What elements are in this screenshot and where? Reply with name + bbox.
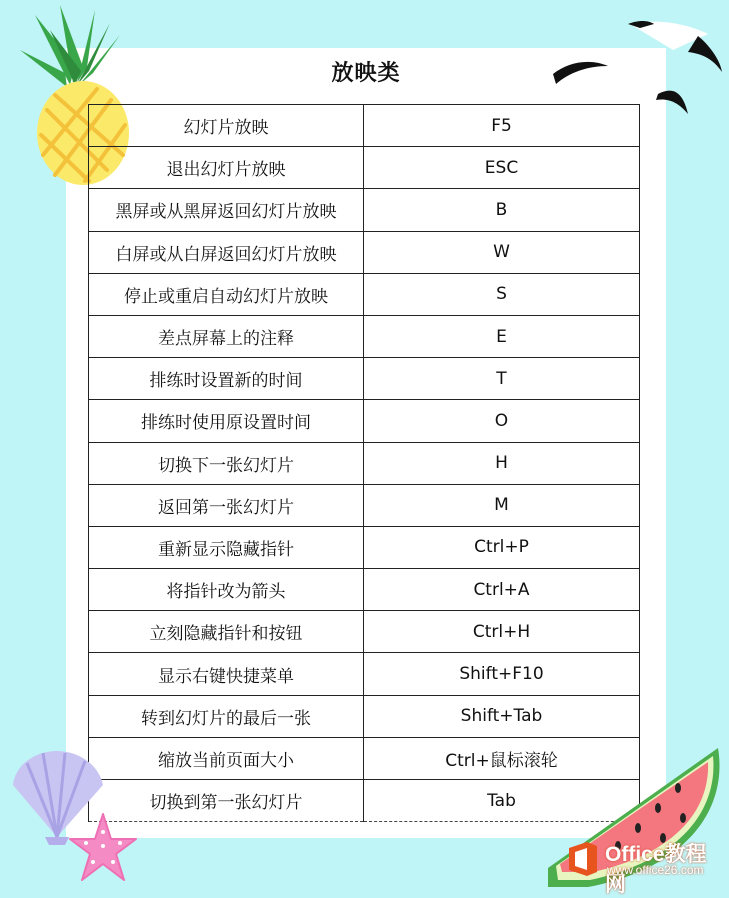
- shortcut-action: 显示右键快捷菜单: [89, 653, 364, 695]
- shortcut-key: T: [364, 358, 640, 400]
- shortcut-table: [88, 104, 640, 822]
- shortcut-key: E: [364, 315, 640, 357]
- shortcut-action: 重新显示隐藏指针: [89, 526, 364, 568]
- shortcut-key: ESC: [364, 147, 640, 189]
- table-row: [89, 315, 640, 357]
- shortcut-key: M: [364, 484, 640, 526]
- shortcut-key: B: [364, 189, 640, 231]
- shortcut-action: 返回第一张幻灯片: [89, 484, 364, 526]
- watermark-url: www.office26.com: [607, 863, 704, 877]
- table-row: [89, 484, 640, 526]
- shortcut-key: Shift+F10: [364, 653, 640, 695]
- shortcut-key: Shift+Tab: [364, 695, 640, 737]
- table-row: [89, 695, 640, 737]
- table-row: [89, 105, 640, 147]
- watermark-name: Office教程网: [605, 843, 707, 896]
- shortcut-action: 差点屏幕上的注释: [89, 315, 364, 357]
- table-row: [89, 526, 640, 568]
- table-row: [89, 147, 640, 189]
- shortcut-key: S: [364, 273, 640, 315]
- shortcut-key: W: [364, 231, 640, 273]
- starfish-illustration: [68, 812, 138, 884]
- table-row: [89, 358, 640, 400]
- shortcut-key: Ctrl+A: [364, 569, 640, 611]
- table-row: [89, 442, 640, 484]
- shortcut-action: 转到幻灯片的最后一张: [89, 695, 364, 737]
- shortcut-key: H: [364, 442, 640, 484]
- table-row: [89, 400, 640, 442]
- table-row: [89, 273, 640, 315]
- shortcut-action: 停止或重启自动幻灯片放映: [89, 273, 364, 315]
- office-logo-icon: [565, 840, 601, 878]
- shortcut-action: 退出幻灯片放映: [89, 147, 364, 189]
- table-row: [89, 231, 640, 273]
- shortcut-action: 幻灯片放映: [89, 105, 364, 147]
- table-row: [89, 611, 640, 653]
- shortcut-action: 排练时使用原设置时间: [89, 400, 364, 442]
- shortcut-key: F5: [364, 105, 640, 147]
- shortcut-key: Ctrl+鼠标滚轮: [364, 737, 640, 779]
- shortcut-action: 切换到第一张幻灯片: [89, 780, 364, 822]
- shortcut-action: 切换下一张幻灯片: [89, 442, 364, 484]
- shortcut-key: O: [364, 400, 640, 442]
- shortcut-key: Ctrl+H: [364, 611, 640, 653]
- table-row: [89, 569, 640, 611]
- shortcut-action: 白屏或从白屏返回幻灯片放映: [89, 231, 364, 273]
- shortcut-action: 排练时设置新的时间: [89, 358, 364, 400]
- office26-watermark: [563, 836, 723, 896]
- shortcut-action: 缩放当前页面大小: [89, 737, 364, 779]
- shortcut-key: Tab: [364, 780, 640, 822]
- shortcut-action: 将指针改为箭头: [89, 569, 364, 611]
- table-row: [89, 189, 640, 231]
- table-row: [89, 653, 640, 695]
- shortcut-action: 立刻隐藏指针和按钮: [89, 611, 364, 653]
- shortcut-action: 黑屏或从黑屏返回幻灯片放映: [89, 189, 364, 231]
- shortcut-key: Ctrl+P: [364, 526, 640, 568]
- page-title: 放映类: [331, 61, 401, 86]
